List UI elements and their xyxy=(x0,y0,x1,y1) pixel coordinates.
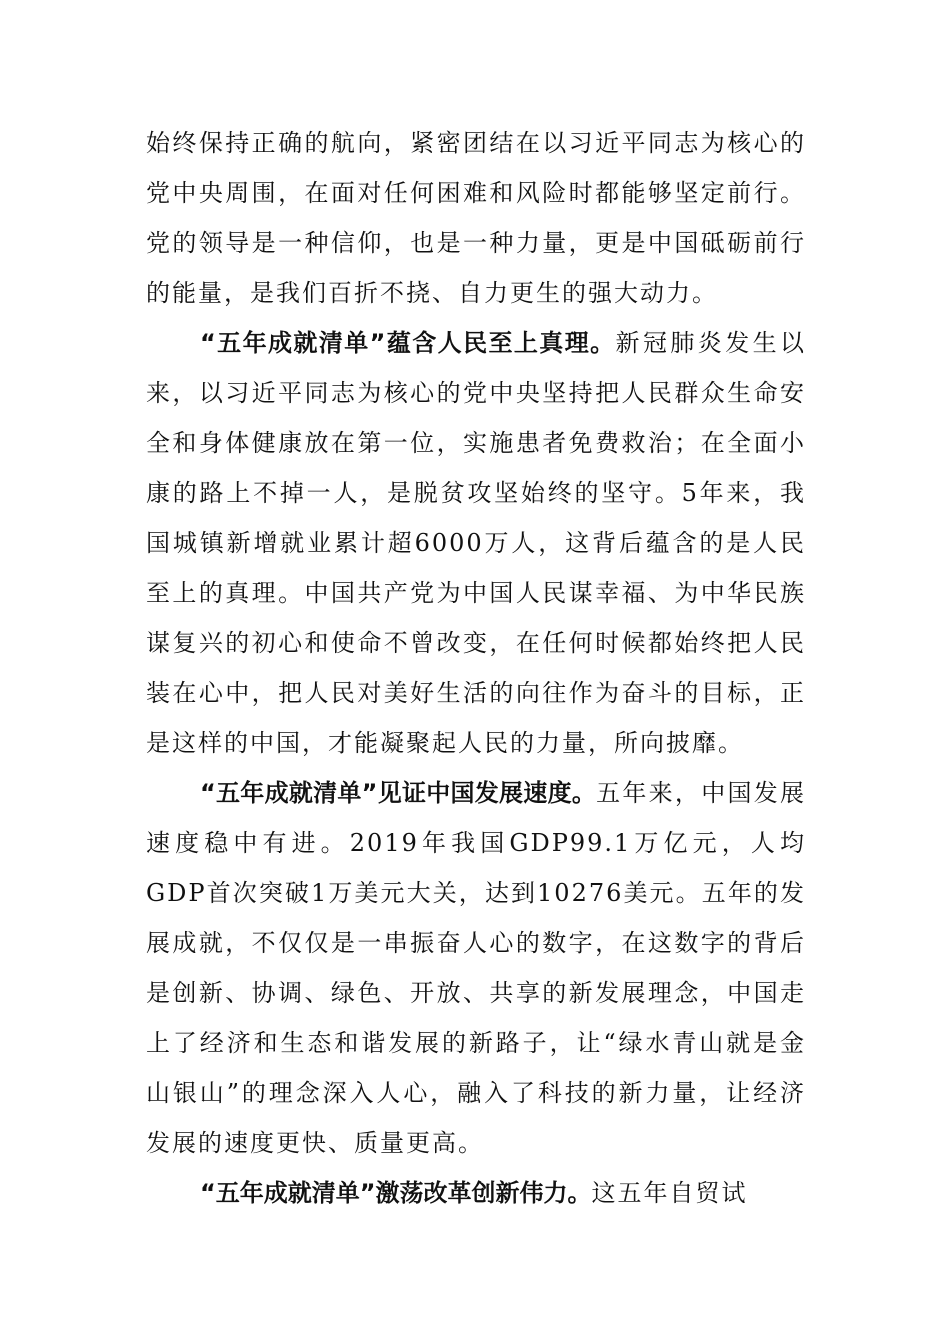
paragraph-text: 新冠肺炎发生以来，以习近平同志为核心的党中央坚持把人民群众生命安全和身体健康放在第一位，实施患者免费救治；在全面小康的路上不掉一人，是脱贫攻坚始终的坚守。5年来，我国城镇新增就业累计超6000万人，这背后蕴含的是人民至上的真理。中国共产党为中国人民谋幸福、为中华民族谋复兴的初心和使命不曾改变，在任何时候都始终把人民装在心中，把人民对美好生活的向往作为奋斗的目标，正是这样的中国，才能凝聚起人民的力量，所向披靡。 xyxy=(146,329,807,757)
paragraph-people-first xyxy=(146,318,806,768)
paragraph-text: 五年来，中国发展速度稳中有进。2019年我国GDP99.1万亿元，人均GDP首次突破1万美元大关，达到10276美元。五年的发展成就，不仅仅是一串振奋人心的数字，在这数字的背后是创新、协调、绿色、开放、共享的新发展理念，中国走上了经济和生态和谐发展的新路子，让“绿水青山就是金山银山”的理念深入人心，融入了科技的新力量，让经济发展的速度更快、质量更高。 xyxy=(146,779,807,1157)
paragraph-continuation xyxy=(146,118,806,318)
document-body xyxy=(146,118,806,1218)
paragraph-reform-innovation xyxy=(146,1168,806,1218)
paragraph-text: 这五年自贸试 xyxy=(591,1179,748,1207)
paragraph-text: 始终保持正确的航向，紧密团结在以习近平同志为核心的党中央周围，在面对任何困难和风险时都能够坚定前行。党的领导是一种信仰，也是一种力量，更是中国砥砺前行的能量，是我们百折不挠、自力更生的强大动力。 xyxy=(146,129,806,307)
paragraph-lead: “五年成就清单”激荡改革创新伟力。 xyxy=(200,1179,592,1207)
paragraph-lead: “五年成就清单”见证中国发展速度。 xyxy=(200,779,597,807)
paragraph-development-speed xyxy=(146,768,806,1168)
paragraph-lead: “五年成就清单”蕴含人民至上真理。 xyxy=(200,329,616,357)
